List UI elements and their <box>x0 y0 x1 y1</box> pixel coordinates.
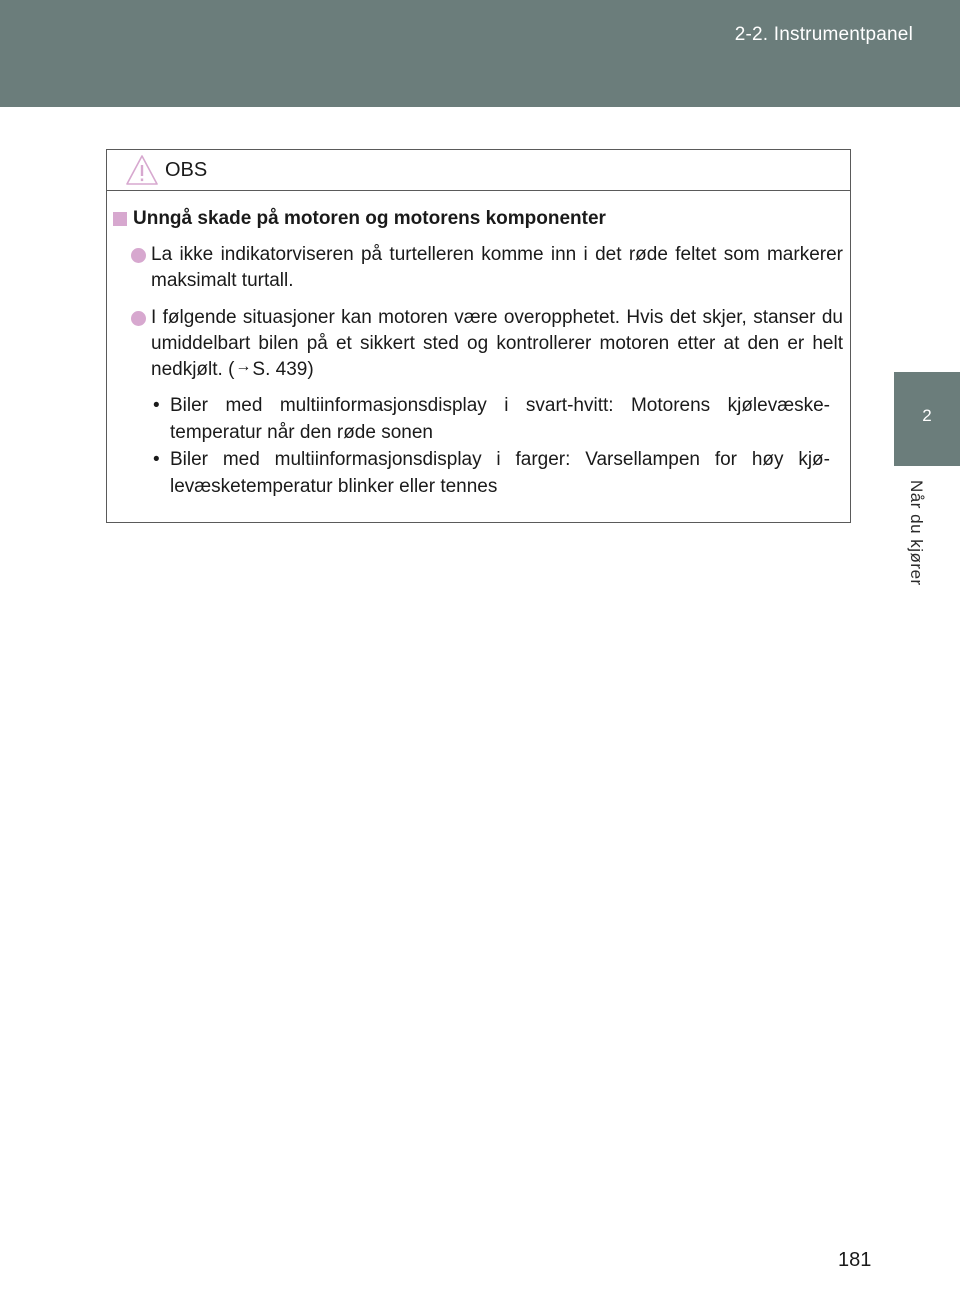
notice-header <box>107 150 850 191</box>
page-reference-link: S. 439) <box>252 359 314 380</box>
section-title: 2-2. Instrumentpanel <box>734 24 913 45</box>
chapter-label: Når du kjører <box>907 480 926 586</box>
circle-bullet-icon <box>131 248 146 263</box>
circle-bullet-icon <box>131 311 146 326</box>
chapter-number: 2 <box>922 406 932 425</box>
section-heading-text: Unngå skade på motoren og motorens komponenter <box>133 208 606 229</box>
chapter-tab <box>894 372 960 466</box>
sub-list-item-text: Biler med multiinformasjonsdisplay i farger: Varsellampen for høy kjø-levæsketemperatur blinker eller tennes <box>170 449 830 497</box>
list-item-text-part: I følgende situasjoner kan motoren være overopphetet. Hvis det skjer, stanser du umiddelbart bilen på et sikkert sted og kontrollerer motoren etter at den er helt nedkjølt. ( <box>151 307 843 380</box>
sub-list-item <box>150 446 830 500</box>
sub-list-item <box>150 392 830 446</box>
square-bullet-icon <box>113 212 127 226</box>
list-item <box>128 305 843 384</box>
notice-box <box>106 149 851 523</box>
list-item-text: La ikke indikatorviseren på turtelleren komme inn i det røde feltet som markerer maksimalt turtall. <box>151 244 843 291</box>
warning-triangle-icon <box>125 154 159 186</box>
notice-title: OBS <box>165 159 208 181</box>
sub-list-item-text: Biler med multiinformasjonsdisplay i svart-hvitt: Motorens kjølevæske-temperatur når den røde sonen <box>170 395 830 443</box>
arrow-right-icon: → <box>235 358 252 375</box>
bullet-icon: • <box>153 395 160 416</box>
bullet-icon: • <box>153 449 160 470</box>
section-heading <box>113 208 606 230</box>
list-item-text <box>128 305 843 384</box>
list-item <box>128 242 843 294</box>
page-number: 181 <box>838 1249 872 1271</box>
header-bar <box>0 0 960 107</box>
